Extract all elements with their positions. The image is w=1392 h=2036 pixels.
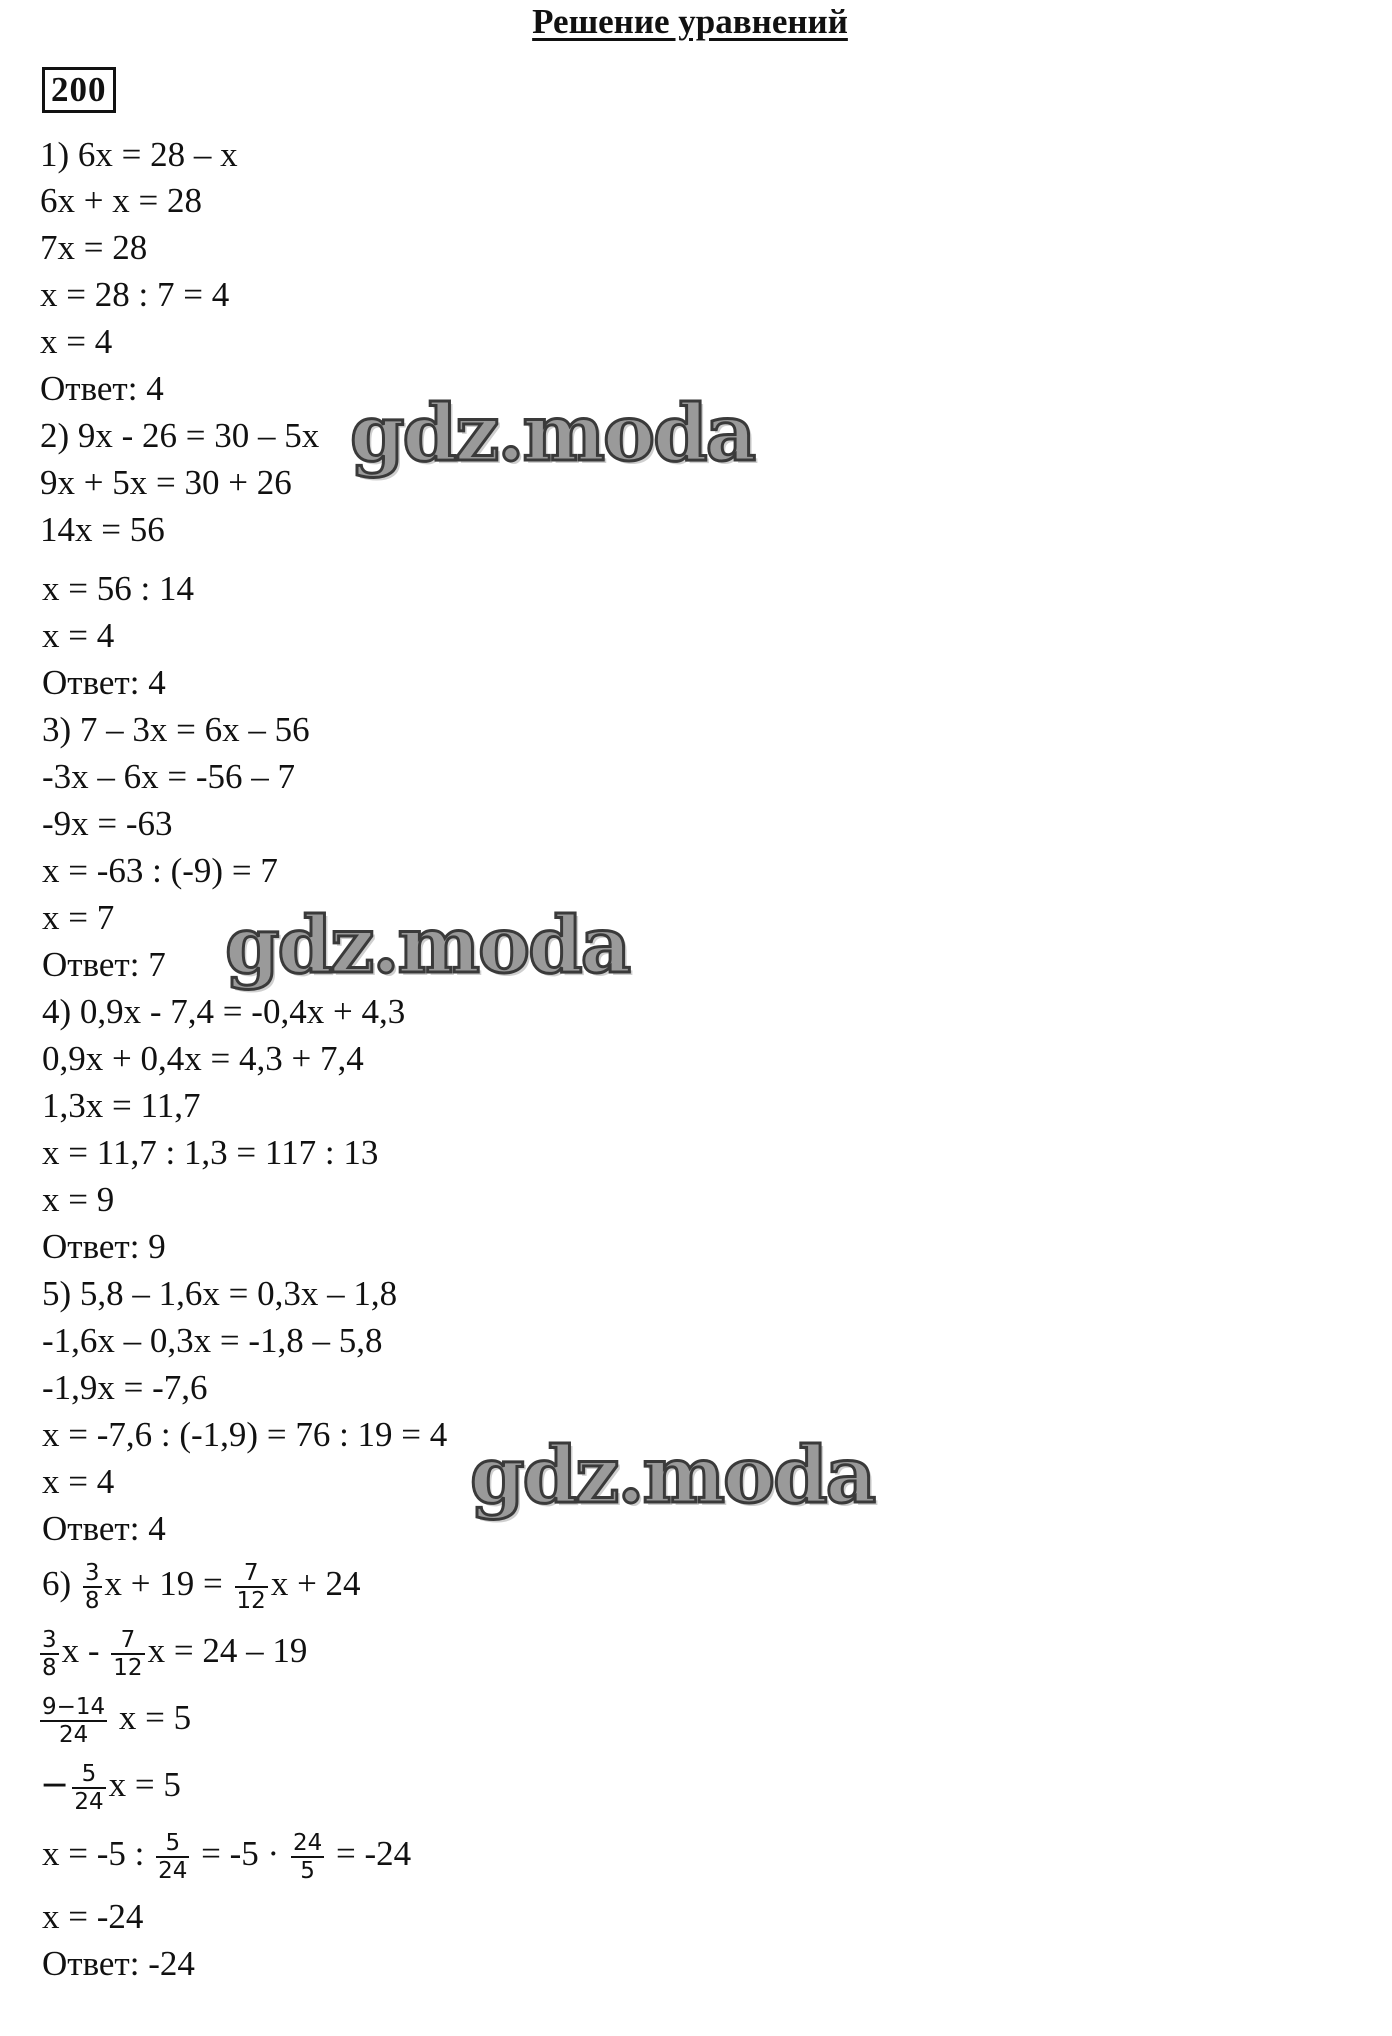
text-segment: x - [61, 1631, 109, 1671]
answer-line: Ответ: 7 [42, 945, 166, 984]
fraction [40, 1627, 59, 1681]
fraction-denominator: 5 [300, 1858, 315, 1884]
fraction-numerator: 3 [42, 1627, 57, 1653]
solution-line: 4) 0,9x - 7,4 = -0,4x + 4,3 [42, 992, 406, 1031]
fraction-denominator: 12 [113, 1655, 143, 1681]
fraction [111, 1627, 144, 1681]
watermark: gdz.moda [350, 388, 755, 479]
solution-line: x = -63 : (-9) = 7 [42, 851, 278, 890]
solution-line: -1,6x – 0,3x = -1,8 – 5,8 [42, 1321, 383, 1360]
solution-line: x = 9 [42, 1180, 115, 1219]
answer-line: Ответ: 4 [42, 1509, 166, 1548]
solution-line: x = -7,6 : (-1,9) = 76 : 19 = 4 [42, 1415, 448, 1454]
fraction [291, 1830, 324, 1884]
solution-line: 7x = 28 [40, 228, 148, 267]
fraction [40, 1694, 107, 1748]
fraction-numerator: 24 [292, 1830, 323, 1856]
fraction-denominator: 12 [236, 1588, 266, 1614]
answer-line: Ответ: 9 [42, 1227, 166, 1266]
text-segment: x + 24 [270, 1564, 361, 1604]
text-segment: x + 19 = [104, 1564, 232, 1604]
text-segment: x = 5 [108, 1765, 181, 1805]
solution-line-fraction [42, 1830, 411, 1884]
watermark: gdz.moda [470, 1430, 875, 1521]
text-segment: 6) [42, 1564, 80, 1604]
solution-line: x = 4 [42, 1462, 115, 1501]
fraction-denominator: 8 [84, 1588, 100, 1614]
solution-line: 3) 7 – 3x = 6x – 56 [42, 710, 310, 749]
solution-line: x = 7 [42, 898, 115, 937]
fraction [235, 1560, 268, 1614]
solution-line: x = -24 [42, 1897, 144, 1936]
fraction-numerator: 5 [72, 1761, 105, 1789]
solution-line: 1) 6x = 28 – x [40, 135, 238, 174]
text-segment: x = 24 – 19 [147, 1631, 308, 1671]
fraction-numerator: 7 [235, 1560, 268, 1588]
fraction-numerator: 5 [156, 1830, 189, 1858]
text-segment: = -5 · [192, 1834, 288, 1874]
answer-line: Ответ: 4 [40, 369, 164, 408]
task-number-box: 200 [42, 67, 116, 113]
solution-line-fraction [40, 1694, 191, 1748]
fraction-denominator: 24 [58, 1722, 89, 1748]
solution-line: 1,3x = 11,7 [42, 1086, 201, 1125]
solution-line: x = 11,7 : 1,3 = 117 : 13 [42, 1133, 379, 1172]
solution-line: 14x = 56 [40, 510, 165, 549]
solution-line-fraction [42, 1560, 361, 1614]
solution-line: x = 4 [40, 322, 113, 361]
solution-line: 2) 9x - 26 = 30 – 5x [40, 416, 320, 455]
fraction [156, 1830, 189, 1884]
solution-line: -1,9x = -7,6 [42, 1368, 208, 1407]
answer-line: Ответ: 4 [42, 663, 166, 702]
watermark: gdz.moda [225, 900, 630, 991]
solution-line: -3x – 6x = -56 – 7 [42, 757, 296, 796]
fraction-numerator: 3 [84, 1560, 100, 1586]
answer-line: Ответ: -24 [42, 1944, 195, 1983]
fraction-denominator: 8 [42, 1655, 57, 1681]
solution-line: x = 4 [42, 616, 115, 655]
text-segment: x = 5 [110, 1698, 192, 1738]
fraction-denominator: 24 [158, 1858, 188, 1884]
solution-line-fraction [40, 1627, 307, 1681]
page-title: Решение уравнений [532, 2, 848, 41]
fraction [72, 1761, 105, 1815]
text-segment: = -24 [327, 1834, 412, 1874]
solution-line: 0,9x + 0,4x = 4,3 + 7,4 [42, 1039, 364, 1078]
fraction-denominator: 24 [74, 1789, 104, 1815]
solution-line: 6x + x = 28 [40, 181, 202, 220]
solution-line: -9x = -63 [42, 804, 173, 843]
solution-line: x = 56 : 14 [42, 569, 194, 608]
fraction-numerator: 7 [111, 1627, 144, 1655]
solution-line: x = 28 : 7 = 4 [40, 275, 230, 314]
minus-sign: − [40, 1765, 70, 1806]
solution-line: 9x + 5x = 30 + 26 [40, 463, 292, 502]
fraction [83, 1560, 102, 1614]
fraction-numerator: 9−14 [42, 1694, 106, 1720]
solution-line: 5) 5,8 – 1,6x = 0,3x – 1,8 [42, 1274, 398, 1313]
text-segment: x = -5 : [42, 1834, 154, 1874]
solution-line-fraction [40, 1761, 181, 1815]
